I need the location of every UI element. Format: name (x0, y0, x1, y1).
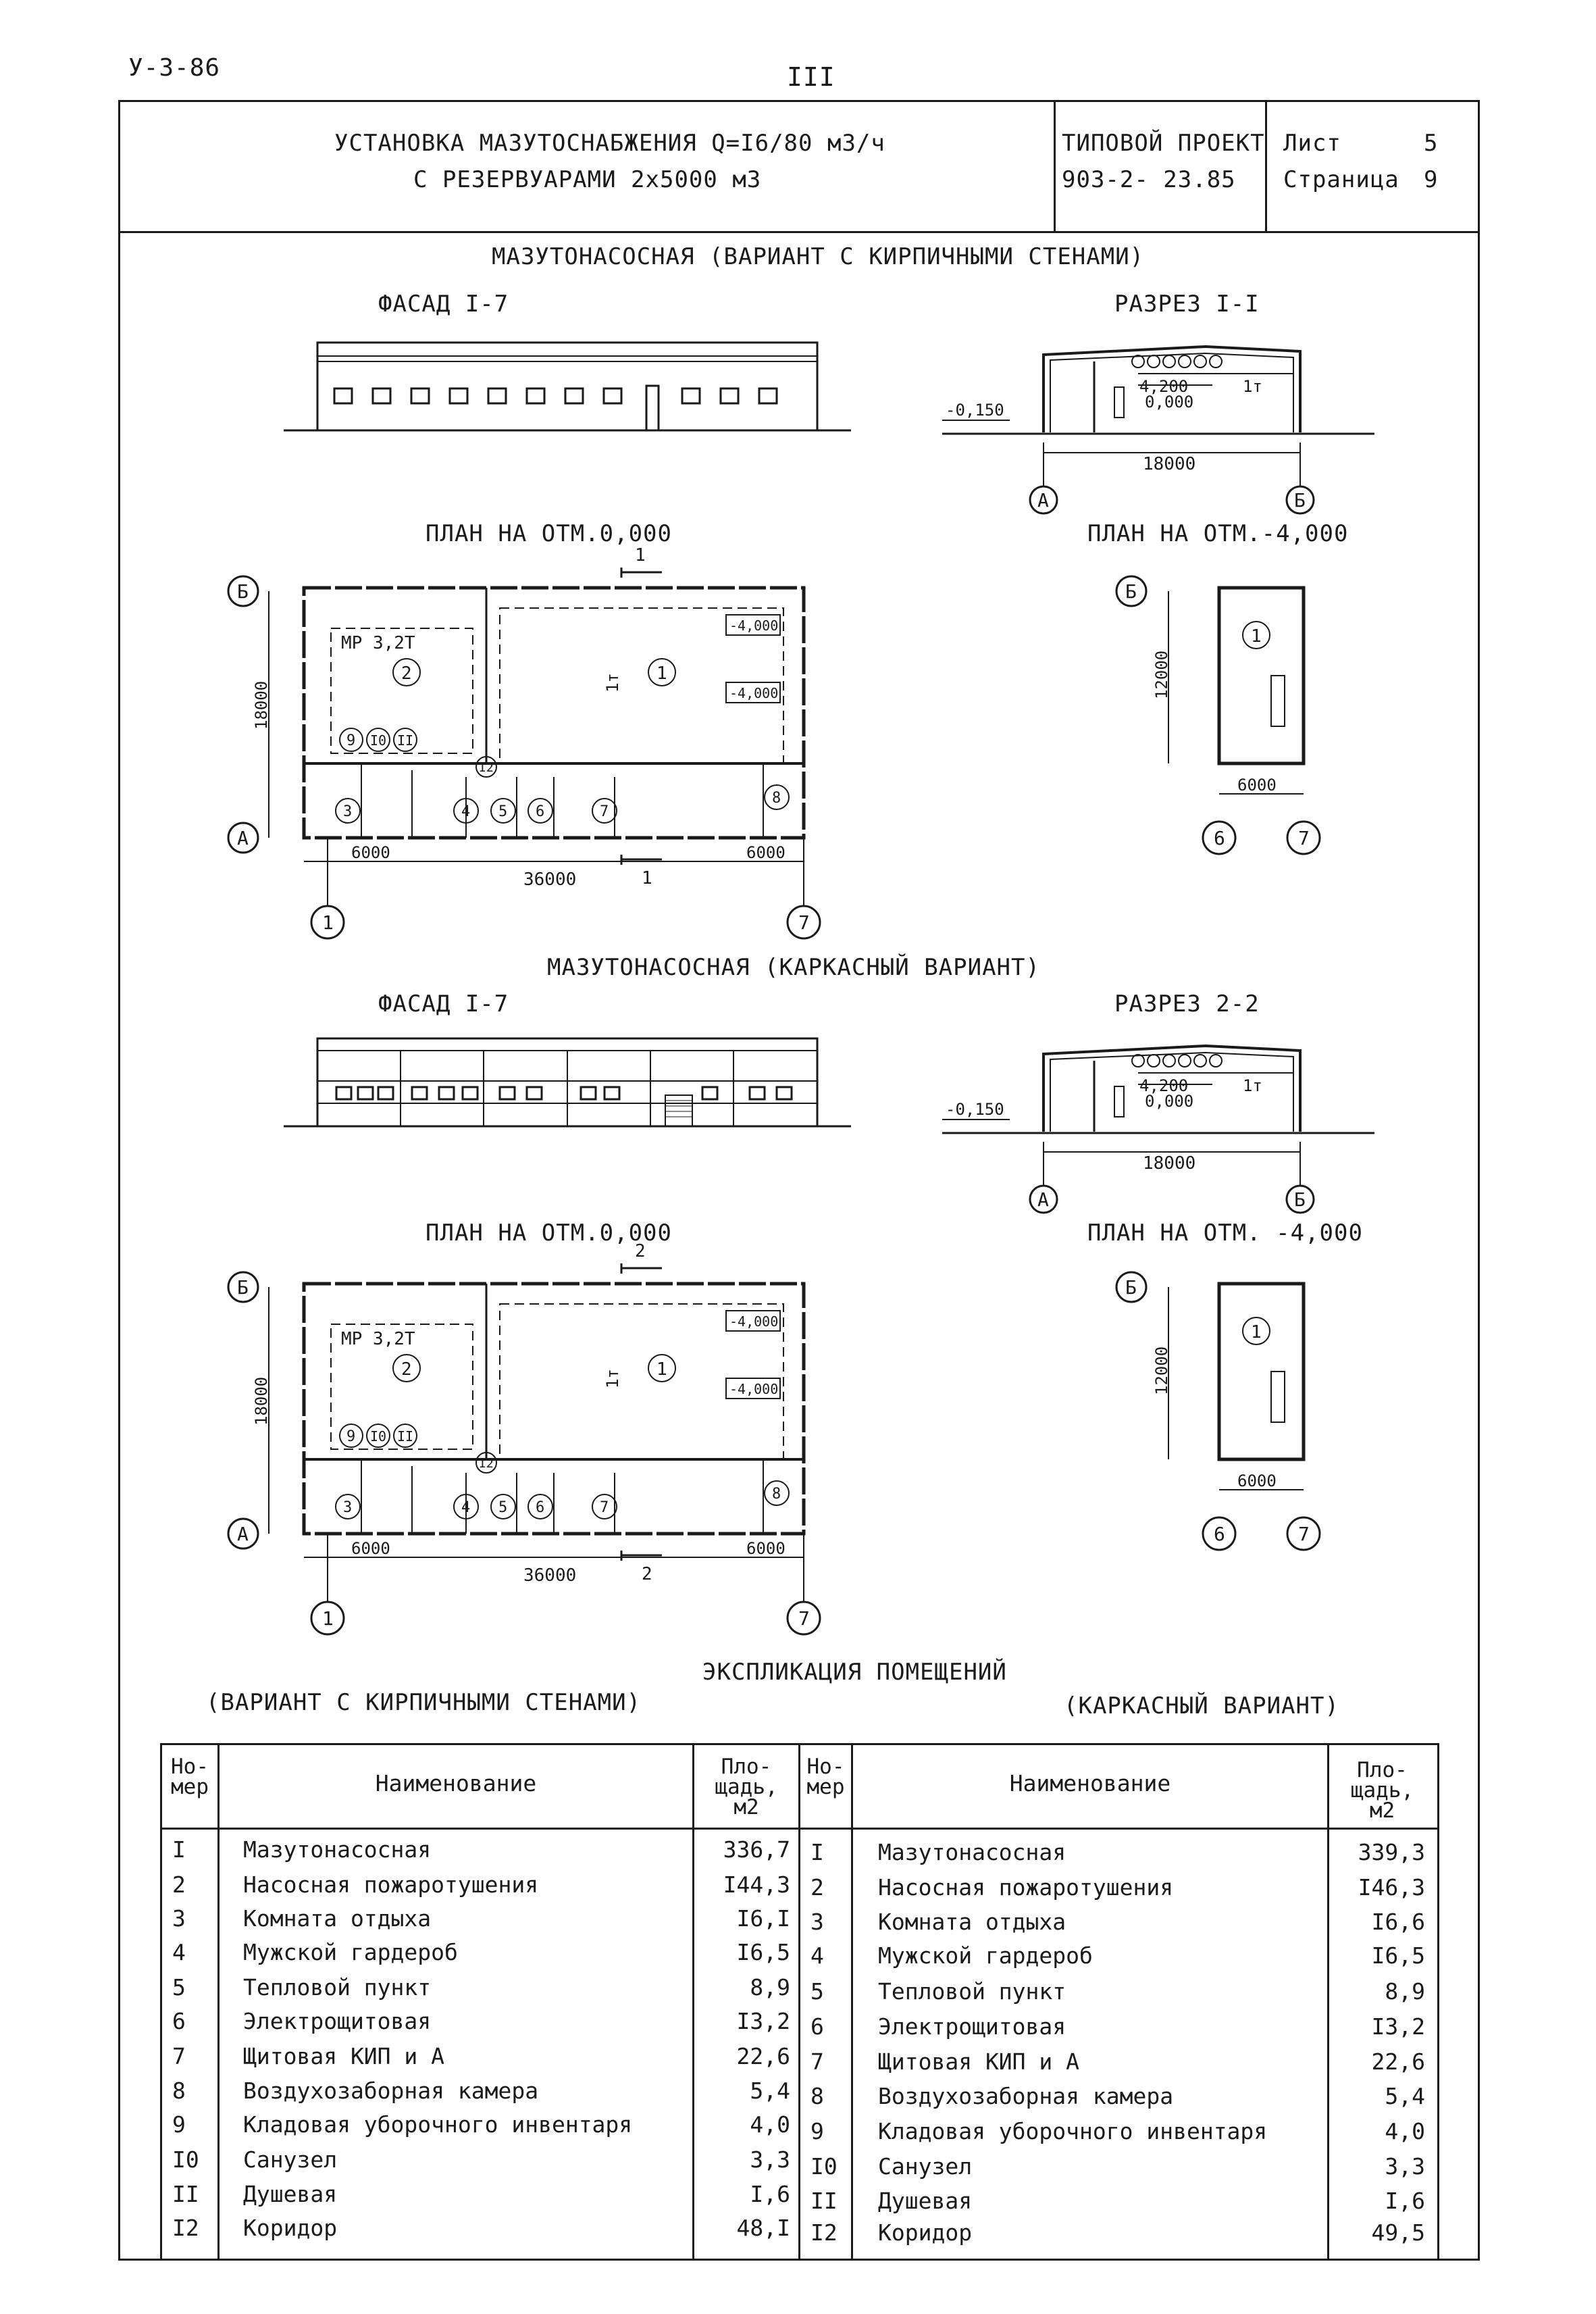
variant2-facade-title: ФАСАД I-7 (378, 990, 509, 1017)
variant1-section-level-0000: 0,000 (1145, 393, 1194, 411)
variant2-plan-dim-6000-left: 6000 (351, 1539, 390, 1558)
row-area-brick: 48,I (736, 2215, 790, 2241)
variant1-plan4-drawing (1094, 561, 1337, 878)
row-area-brick: I44,3 (723, 1871, 790, 1898)
col-sep-2 (692, 1743, 694, 2259)
svg-text:2: 2 (401, 1359, 412, 1380)
row-num: I2 (810, 2219, 838, 2246)
row-name: Тепловой пункт (878, 1978, 1066, 2005)
variant2-section-level-0000: 0,000 (1145, 1092, 1194, 1111)
svg-text:3: 3 (343, 803, 353, 820)
svg-text:7: 7 (600, 803, 609, 820)
variant2-section-axis-a: А (1037, 1188, 1049, 1211)
variant2-plan0-drawing (216, 1243, 851, 1649)
svg-text:5: 5 (498, 803, 508, 820)
row-area-brick: 336,7 (723, 1836, 790, 1863)
svg-text:4: 4 (461, 803, 471, 820)
variant1-plan4-title: ПЛАН НА ОТМ.-4,000 (1087, 520, 1349, 547)
variant2-plan-dim-18000: 18000 (252, 1376, 271, 1426)
row-num: I2 (172, 2215, 199, 2241)
variant2-section-drawing (942, 1034, 1374, 1230)
variant1-plan4-axis-b: Б (1125, 580, 1137, 603)
row-num: 2 (172, 1871, 186, 1898)
variant1-plan-pit-level-1: -4,000 (729, 618, 779, 634)
row-num: I0 (810, 2153, 838, 2180)
variant2-facade-drawing (284, 1030, 851, 1132)
document-code: У-3-86 (128, 54, 221, 82)
variant2-plan4-axis-6: 6 (1214, 1523, 1225, 1545)
row-area-frame: 3,3 (1385, 2153, 1425, 2180)
variant1-plan-dim-6000-right: 6000 (746, 843, 786, 862)
row-num: 3 (172, 1905, 186, 1932)
variant2-section-ground-level: -0,150 (946, 1100, 1004, 1119)
row-area-brick: I,6 (750, 2181, 790, 2207)
header-num-right: Но- мер (806, 1755, 845, 1799)
col-sep-1 (217, 1743, 220, 2259)
variant1-section-axis-a: А (1037, 489, 1049, 511)
svg-text:I2: I2 (479, 761, 494, 775)
variant2-section-axis-b: Б (1294, 1188, 1306, 1211)
row-area-brick: 8,9 (750, 1974, 790, 2001)
variant1-plan-section-mark-top: 1 (635, 545, 646, 565)
variant1-plan4-dim-6000: 6000 (1237, 776, 1277, 795)
variant2-plan4-axis-7: 7 (1298, 1523, 1310, 1545)
header-name-left: Наименование (375, 1770, 537, 1796)
page-value: 9 (1424, 166, 1439, 193)
variant2-section-span: 18000 (1143, 1153, 1196, 1174)
variant2-plan-crane-mp: МР 3,2Т (341, 1329, 415, 1349)
row-name: Щитовая КИП и А (243, 2043, 445, 2069)
row-area-frame: I46,3 (1358, 1874, 1425, 1901)
row-name: Мужской гардероб (243, 1939, 458, 1965)
variant2-section-level-4200: 4,200 (1139, 1076, 1189, 1095)
row-area-brick: 3,3 (750, 2146, 790, 2173)
row-name: Коридор (878, 2219, 973, 2246)
variant2-plan-axis-1: 1 (322, 1607, 334, 1630)
svg-text:5: 5 (498, 1499, 508, 1516)
variant1-facade-drawing (284, 334, 851, 436)
variant1-plan-axis-1: 1 (322, 911, 334, 934)
row-name: Мужской гардероб (878, 1942, 1093, 1969)
row-name: Коридор (243, 2215, 338, 2241)
variant1-plan-axis-b: Б (237, 580, 249, 603)
variant1-plan-axis-7: 7 (798, 911, 810, 934)
svg-text:4: 4 (461, 1499, 471, 1516)
row-name: Комната отдыха (243, 1905, 432, 1932)
variant1-section-level-4200: 4,200 (1139, 377, 1189, 396)
variant2-section-title: РАЗРЕЗ 2-2 (1114, 990, 1260, 1017)
row-num: 8 (810, 2083, 824, 2109)
header-area-left: Пло- щадь, м2 (715, 1755, 778, 1819)
explication-left-caption: (ВАРИАНТ С КИРПИЧНЫМИ СТЕНАМИ) (206, 1689, 642, 1716)
variant2-section-crane: 1т (1243, 1076, 1262, 1095)
variant1-section-crane: 1т (1243, 377, 1262, 396)
variant1-plan-dim-18000: 18000 (252, 680, 271, 730)
row-name: Насосная пожаротушения (878, 1874, 1174, 1901)
variant2-plan4-drawing (1094, 1257, 1337, 1574)
variant2-plan-section-mark-top: 2 (635, 1241, 646, 1261)
variant2-plan-crane-1t: 1т (603, 1369, 622, 1388)
svg-text:I0: I0 (370, 732, 387, 749)
header-area-right: Пло- щадь, м2 (1350, 1758, 1414, 1823)
row-area-frame: 5,4 (1385, 2083, 1425, 2109)
project-number: 903-2- 23.85 (1062, 166, 1236, 193)
variant1-plan4-dim-12000: 12000 (1152, 650, 1171, 699)
row-area-frame: 4,0 (1385, 2118, 1425, 2144)
variant1-section-title: РАЗРЕЗ I-I (1114, 291, 1260, 318)
variant2-plan-section-mark-bottom: 2 (642, 1564, 652, 1584)
header-num-left: Но- мер (171, 1755, 209, 1799)
row-num: II (172, 2181, 199, 2207)
row-name: Душевая (243, 2181, 338, 2207)
svg-text:I0: I0 (370, 1428, 387, 1444)
row-area-brick: I6,5 (736, 1939, 790, 1965)
variant1-section-axis-b: Б (1294, 489, 1306, 511)
row-area-frame: I,6 (1385, 2188, 1425, 2214)
sheet-value: 5 (1424, 130, 1439, 157)
row-num: 3 (810, 1909, 824, 1935)
variant1-title: МАЗУТОНАСОСНАЯ (ВАРИАНТ С КИРПИЧНЫМИ СТЕНАМИ) (492, 243, 1145, 270)
svg-text:8: 8 (772, 790, 781, 807)
explication-right-caption: (КАРКАСНЫЙ ВАРИАНТ) (1064, 1692, 1339, 1719)
variant2-plan-dim-36000: 36000 (523, 1565, 577, 1586)
variant2-plan4-dim-6000: 6000 (1237, 1472, 1277, 1490)
sheet-label: Лист (1283, 130, 1341, 157)
row-num: I0 (172, 2146, 199, 2173)
svg-text:II: II (397, 1428, 414, 1444)
row-area-frame: 339,3 (1358, 1839, 1425, 1865)
variant2-title: МАЗУТОНАСОСНАЯ (КАРКАСНЫЙ ВАРИАНТ) (547, 954, 1040, 981)
variant1-plan-axis-a: А (237, 827, 249, 849)
row-area-frame: 8,9 (1385, 1978, 1425, 2005)
svg-text:1: 1 (657, 663, 667, 684)
row-area-frame: I6,5 (1371, 1942, 1425, 1969)
variant2-plan-axis-a: А (237, 1523, 249, 1545)
svg-text:6: 6 (536, 803, 545, 820)
explication-title: ЭКСПЛИКАЦИЯ ПОМЕЩЕНИЙ (702, 1659, 1007, 1686)
row-name: Насосная пожаротушения (243, 1871, 539, 1898)
title-block-sep-1 (1054, 100, 1056, 231)
svg-text:7: 7 (600, 1499, 609, 1516)
row-name: Мазутонасосная (878, 1839, 1066, 1865)
svg-text:8: 8 (772, 1486, 781, 1503)
variant1-plan0-title: ПЛАН НА ОТМ.0,000 (426, 520, 672, 547)
row-name: Кладовая уборочного инвентаря (243, 2111, 633, 2138)
col-sep-4 (851, 1743, 853, 2259)
row-name: Электрощитовая (878, 2013, 1066, 2040)
row-num: II (810, 2188, 838, 2214)
row-num: 2 (810, 1874, 824, 1901)
svg-text:II: II (397, 732, 414, 749)
title-line-2: С РЕЗЕРВУАРАМИ 2x5000 м3 (413, 166, 762, 193)
variant1-plan-section-mark-bottom: 1 (642, 868, 652, 888)
row-name: Санузел (878, 2153, 973, 2180)
project-label: ТИПОВОЙ ПРОЕКТ (1062, 130, 1265, 157)
row-area-brick: 22,6 (736, 2043, 790, 2069)
variant1-section-span: 18000 (1143, 454, 1196, 474)
row-name: Душевая (878, 2188, 973, 2214)
variant1-facade-title: ФАСАД I-7 (378, 291, 509, 318)
variant1-section-ground-level: -0,150 (946, 401, 1004, 420)
row-area-frame: 49,5 (1371, 2219, 1425, 2246)
svg-text:9: 9 (346, 732, 356, 749)
row-num: 6 (172, 2008, 186, 2034)
title-block-divider (118, 231, 1478, 233)
svg-text:6: 6 (536, 1499, 545, 1516)
row-num: 4 (810, 1942, 824, 1969)
row-name: Кладовая уборочного инвентаря (878, 2118, 1268, 2144)
variant1-plan4-axis-7: 7 (1298, 827, 1310, 849)
page-number: III (787, 62, 835, 92)
row-name: Комната отдыха (878, 1909, 1066, 1935)
header-name-right: Наименование (1009, 1770, 1171, 1796)
variant1-section-drawing (942, 334, 1374, 530)
variant1-plan0-drawing (216, 547, 851, 953)
variant2-plan4-axis-b: Б (1125, 1276, 1137, 1299)
svg-text:1: 1 (1251, 1322, 1262, 1342)
col-sep-3 (798, 1743, 800, 2259)
row-area-brick: I3,2 (736, 2008, 790, 2034)
row-num: 7 (810, 2048, 824, 2075)
row-area-brick: 5,4 (750, 2078, 790, 2104)
variant1-plan4-axis-6: 6 (1214, 827, 1225, 849)
variant1-plan-pit-level-2: -4,000 (729, 685, 779, 701)
row-num: 8 (172, 2078, 186, 2104)
row-name: Воздухозаборная камера (878, 2083, 1174, 2109)
row-num: 4 (172, 1939, 186, 1965)
title-block-sep-2 (1265, 100, 1267, 231)
svg-text:I2: I2 (479, 1457, 494, 1471)
row-area-frame: 22,6 (1371, 2048, 1425, 2075)
row-num: 9 (810, 2118, 824, 2144)
row-area-frame: I3,2 (1371, 2013, 1425, 2040)
row-num: 7 (172, 2043, 186, 2069)
variant2-plan-axis-7: 7 (798, 1607, 810, 1630)
svg-text:1: 1 (1251, 626, 1262, 647)
variant1-plan-crane-1t: 1т (603, 673, 622, 693)
row-num: 9 (172, 2111, 186, 2138)
variant2-plan0-title: ПЛАН НА ОТМ.0,000 (426, 1219, 672, 1247)
title-line-1: УСТАНОВКА МАЗУТОСНАБЖЕНИЯ Q=I6/80 м3/ч (334, 130, 885, 157)
variant2-plan4-dim-12000: 12000 (1152, 1346, 1171, 1395)
row-num: I (810, 1839, 824, 1865)
row-name: Санузел (243, 2146, 338, 2173)
variant1-plan-crane-mp: МР 3,2Т (341, 633, 415, 653)
row-name: Мазутонасосная (243, 1836, 432, 1863)
row-num: 5 (172, 1974, 186, 2001)
row-name: Воздухозаборная камера (243, 2078, 539, 2104)
page-label: Страница (1283, 166, 1399, 193)
row-name: Электрощитовая (243, 2008, 432, 2034)
svg-text:3: 3 (343, 1499, 353, 1516)
row-area-brick: I6,I (736, 1905, 790, 1932)
variant2-plan-axis-b: Б (237, 1276, 249, 1299)
variant2-plan4-title: ПЛАН НА ОТМ. -4,000 (1087, 1219, 1363, 1247)
svg-text:1: 1 (657, 1359, 667, 1380)
row-name: Тепловой пункт (243, 1974, 432, 2001)
svg-text:2: 2 (401, 663, 412, 684)
variant2-plan-dim-6000-right: 6000 (746, 1539, 786, 1558)
variant1-plan-dim-6000-left: 6000 (351, 843, 390, 862)
row-area-frame: I6,6 (1371, 1909, 1425, 1935)
row-area-brick: 4,0 (750, 2111, 790, 2138)
variant2-plan-pit-level-2: -4,000 (729, 1381, 779, 1397)
variant2-plan-pit-level-1: -4,000 (729, 1313, 779, 1330)
row-num: 6 (810, 2013, 824, 2040)
variant1-plan-dim-36000: 36000 (523, 870, 577, 890)
svg-text:9: 9 (346, 1428, 356, 1445)
row-num: I (172, 1836, 186, 1863)
row-name: Щитовая КИП и А (878, 2048, 1080, 2075)
row-num: 5 (810, 1978, 824, 2005)
